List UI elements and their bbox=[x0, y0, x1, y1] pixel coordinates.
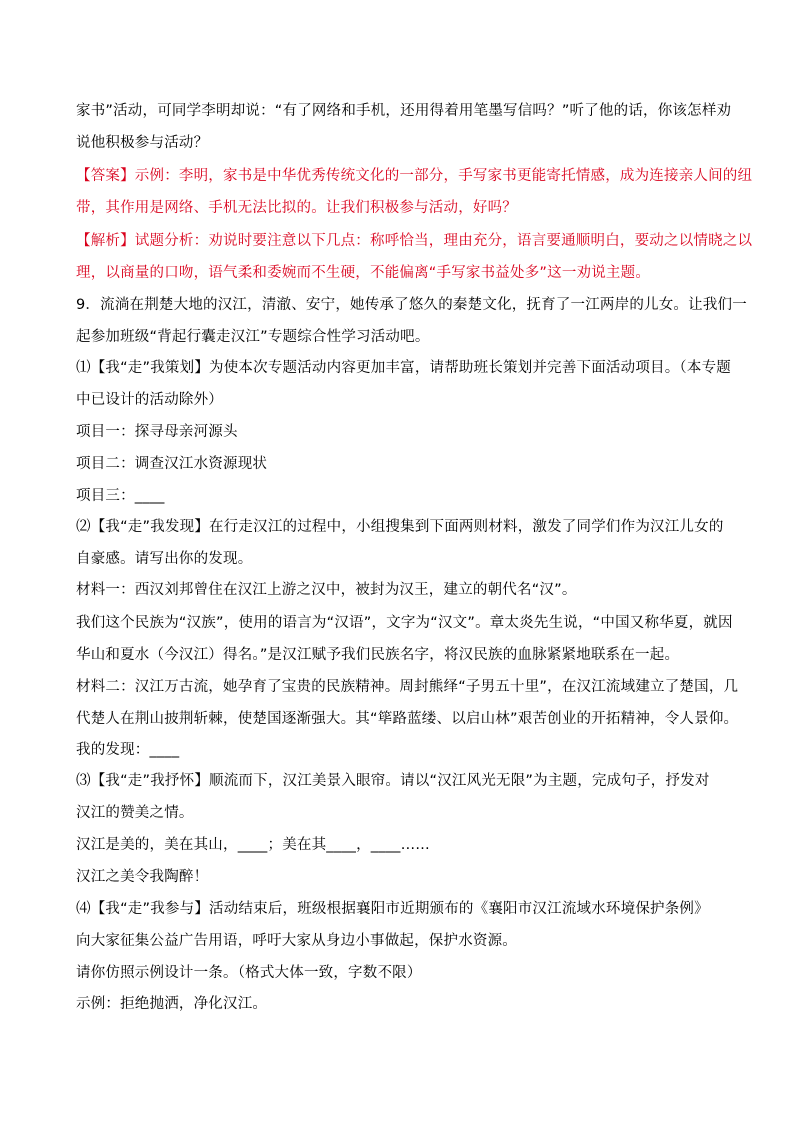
subquestion-line: ⑵【我“走”我发现】在行走汉江的过程中，小组搜集到下面两则材料，激发了同学们作为汉江儿女的 bbox=[76, 519, 724, 535]
subquestion-line: ⑴【我“走”我策划】为使本次专题活动内容更加丰富，请帮助班长策划并完善下面活动项目。（本专题 bbox=[76, 360, 731, 376]
instruction-line: 请你仿照示例设计一条。（格式大体一致，字数不限） bbox=[76, 965, 422, 981]
question-line: 起参加班级“背起行囊走汉江”专题综合性学习活动吧。 bbox=[76, 329, 430, 345]
text-line: 说他积极参与活动？ bbox=[76, 135, 209, 151]
answer-line: 【答案】示例：李明，家书是中华优秀传统文化的一部分，手写家书更能寄托情感，成为连接亲人间的纽 bbox=[76, 168, 753, 184]
material-line: 材料二：汉江万古流，她孕育了宝贵的民族精神。周封熊绎“子男五十里”，在汉江流域建立了楚国，几 bbox=[76, 679, 739, 695]
project-line: 项目三：____ bbox=[76, 488, 165, 504]
answer-blank-line: 我的发现：____ bbox=[76, 742, 180, 758]
subquestion-line: ⑷【我“走”我参与】活动结束后，班级根据襄阳市近期颁布的《襄阳市汉江流域水环境保护条例》 bbox=[76, 901, 709, 917]
fill-in-line: 汉江是美的，美在其山，____；美在其____，____…… bbox=[76, 837, 430, 853]
subquestion-line: ⑶【我“走”我抒怀】顺流而下，汉江美景入眼帘。请以“汉江风光无限”为主题，完成句子，抒发对 bbox=[76, 773, 710, 789]
material-line: 代楚人在荆山披荆斩棘，使楚国逐渐强大。其“筚路蓝缕、以启山林”艰苦创业的开拓精神，令人景仰。 bbox=[76, 711, 739, 727]
analysis-line: 理，以商量的口吻，语气柔和委婉而不生硬，不能偏离“手写家书益处多”这一劝说主题。 bbox=[76, 265, 651, 281]
subquestion-line: 汉江的赞美之情。 bbox=[76, 805, 194, 821]
subquestion-line: 中已设计的活动除外） bbox=[76, 392, 223, 408]
analysis-line: 【解析】试题分析：劝说时要注意以下几点：称呼恰当，理由充分，语言要通顺明白，要动之以情晓之以 bbox=[76, 233, 753, 249]
question-line: 9．流淌在荆楚大地的汉江，清澈、安宁，她传承了悠久的秦楚文化，抚育了一江两岸的儿女。让我们一 bbox=[76, 297, 747, 313]
answer-line: 带，其作用是网络、手机无法比拟的。让我们积极参与活动，好吗？ bbox=[76, 200, 517, 216]
text-line: 家书”活动，可同学李明却说：“有了网络和手机，还用得着用笔墨写信吗？”听了他的话，你该怎样劝 bbox=[76, 103, 732, 119]
material-line: 材料一：西汉刘邦曾住在汉江上游之汉中，被封为汉王，建立的朝代名“汉”。 bbox=[76, 582, 577, 598]
material-line: 我们这个民族为“汉族”，使用的语言为“汉语”，文字为“汉文”。章太炎先生说，“中国又称华夏，就因 bbox=[76, 615, 733, 631]
example-line: 示例：拒绝抛洒，净化汉江。 bbox=[76, 996, 268, 1012]
subquestion-line: 向大家征集公益广告用语，呼吁大家从身边小事做起，保护水资源。 bbox=[76, 933, 517, 949]
project-line: 项目一：探寻母亲河源头 bbox=[76, 424, 238, 440]
material-line: 华山和夏水（今汉江）得名。”是汉江赋予我们民族名字，将汉民族的血脉紧紧地联系在一起。 bbox=[76, 647, 680, 663]
fill-in-line: 汉江之美令我陶醉！ bbox=[76, 869, 209, 885]
project-line: 项目二：调查汉江水资源现状 bbox=[76, 456, 268, 472]
subquestion-line: 自豪感。请写出你的发现。 bbox=[76, 551, 253, 567]
